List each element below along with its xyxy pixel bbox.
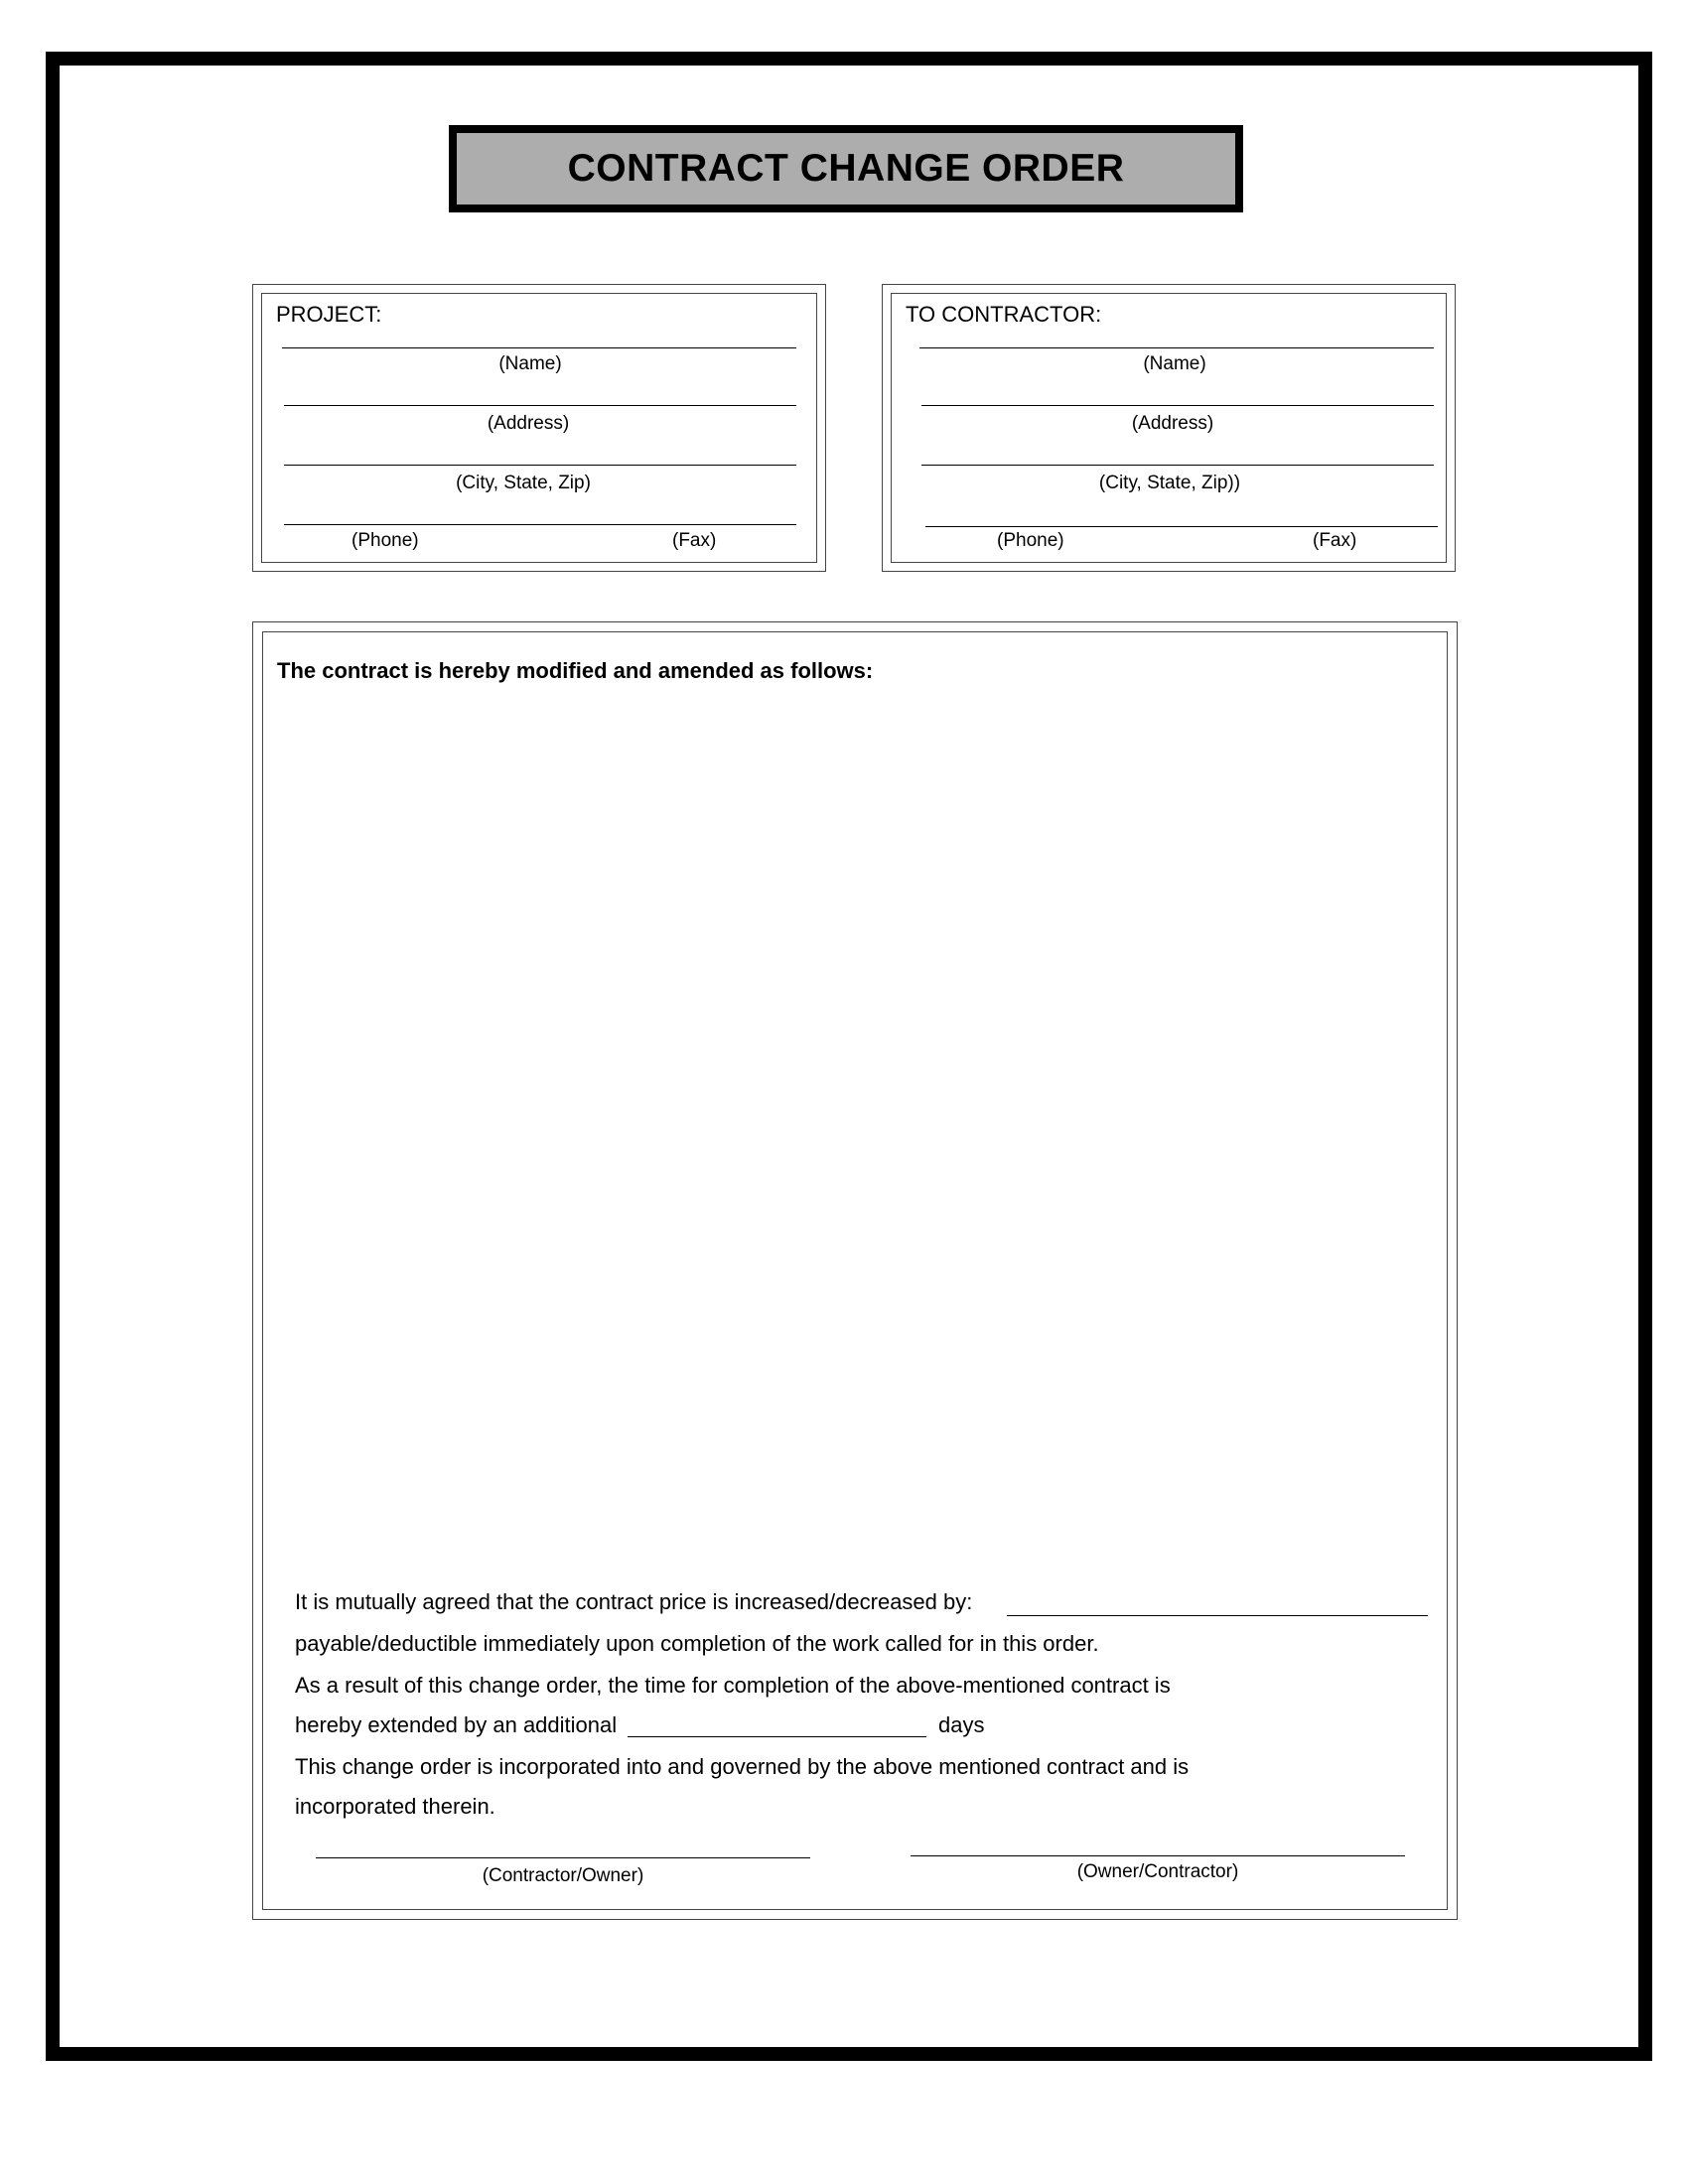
project-label: PROJECT: bbox=[276, 302, 382, 327]
contractor-address-caption: (Address) bbox=[1131, 413, 1214, 434]
contractor-box-inner bbox=[891, 293, 1447, 563]
title-banner bbox=[449, 125, 1243, 212]
project-name-line[interactable] bbox=[282, 347, 796, 348]
project-address-caption: (Address) bbox=[487, 413, 570, 434]
contractor-city-line[interactable] bbox=[921, 465, 1434, 466]
payable-text: payable/deductible immediately upon completion of the work called for in this order. bbox=[295, 1631, 1099, 1656]
contractor-city-caption: (City, State, Zip)) bbox=[1098, 473, 1241, 493]
signature-line-left[interactable] bbox=[316, 1857, 810, 1858]
project-city-caption: (City, State, Zip) bbox=[456, 473, 591, 493]
time-extension-text: As a result of this change order, the time for completion of the above-mentioned contract is bbox=[295, 1673, 1171, 1698]
price-change-text: It is mutually agreed that the contract price is increased/decreased by: bbox=[295, 1589, 973, 1614]
amendment-description-area[interactable] bbox=[277, 702, 1433, 1556]
extension-days-label: days bbox=[938, 1712, 985, 1737]
price-change-amount-line[interactable] bbox=[1007, 1615, 1428, 1616]
project-fax-caption: (Fax) bbox=[672, 530, 717, 551]
contractor-phone-caption: (Phone) bbox=[997, 530, 1064, 551]
project-phone-caption: (Phone) bbox=[352, 530, 419, 551]
project-city-line[interactable] bbox=[284, 465, 796, 466]
contractor-name-line[interactable] bbox=[919, 347, 1434, 348]
incorporation-text: This change order is incorporated into and governed by the above mentioned contract and is bbox=[295, 1754, 1190, 1779]
contractor-box bbox=[882, 284, 1456, 572]
extension-days-line[interactable] bbox=[628, 1736, 926, 1737]
project-address-line[interactable] bbox=[284, 405, 796, 406]
project-box-inner bbox=[261, 293, 817, 563]
signature-left-caption: (Contractor/Owner) bbox=[482, 1865, 644, 1886]
project-phone-fax-line[interactable] bbox=[284, 524, 796, 525]
signature-line-right[interactable] bbox=[911, 1855, 1405, 1856]
incorporated-therein-text: incorporated therein. bbox=[295, 1794, 495, 1819]
contractor-address-line[interactable] bbox=[921, 405, 1434, 406]
signature-right-caption: (Owner/Contractor) bbox=[1076, 1861, 1239, 1882]
project-box bbox=[252, 284, 826, 572]
amendment-box-inner bbox=[262, 631, 1448, 1910]
contractor-fax-caption: (Fax) bbox=[1313, 530, 1357, 551]
contractor-label: TO CONTRACTOR: bbox=[906, 302, 1102, 327]
extension-prefix-text: hereby extended by an additional bbox=[295, 1712, 618, 1737]
contractor-phone-fax-line[interactable] bbox=[925, 526, 1438, 527]
contractor-name-caption: (Name) bbox=[1143, 353, 1206, 374]
document-title: CONTRACT CHANGE ORDER bbox=[567, 147, 1125, 190]
project-name-caption: (Name) bbox=[498, 353, 562, 374]
amendment-box bbox=[252, 621, 1458, 1920]
amendment-heading: The contract is hereby modified and amended as follows: bbox=[277, 658, 874, 683]
